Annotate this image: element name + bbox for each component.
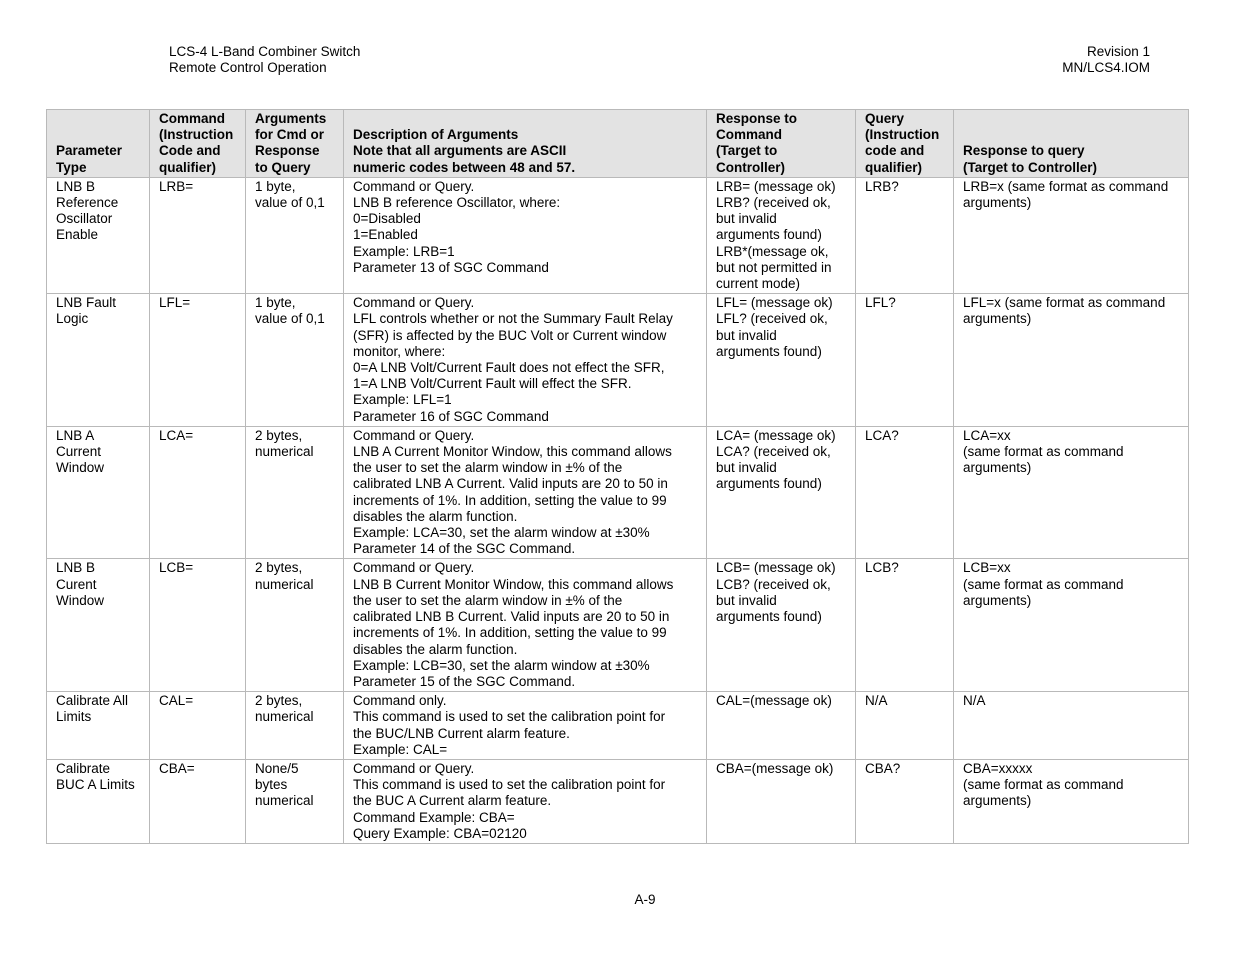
- cell-line: 2 bytes,: [255, 560, 303, 576]
- column-header-query: [856, 110, 954, 178]
- cell-line: numerical: [255, 576, 314, 592]
- cell-line: BUC A Limits: [56, 777, 135, 793]
- column-header-description: [344, 110, 707, 178]
- cell-line: Command Example: CBA=: [353, 809, 515, 825]
- cell-line: Command or Query.: [353, 760, 475, 776]
- cell-line: Example: LFL=1: [353, 392, 452, 408]
- header-line: Type: [56, 159, 87, 175]
- cell-line: current mode): [716, 276, 801, 292]
- table-row: [47, 294, 1189, 427]
- column-header-response-to-command: [707, 110, 856, 178]
- header-line: Response: [255, 143, 320, 159]
- cell-line: Command or Query.: [353, 560, 475, 576]
- cell-response-to-query: [954, 559, 1189, 692]
- cell-line: Window: [56, 460, 105, 476]
- cell-line: (SFR) is affected by the BUC Volt or Current window: [353, 327, 667, 343]
- cell-line: LRB? (received ok,: [716, 195, 831, 211]
- table-row: [47, 692, 1189, 760]
- cell-line: LNB B: [56, 560, 96, 576]
- cell-line: Example: LRB=1: [353, 243, 455, 259]
- table-header-row: [47, 110, 1189, 178]
- header-line: code and: [865, 143, 925, 159]
- cell-line: monitor, where:: [353, 343, 446, 359]
- cell-line: This command is used to set the calibration point for: [353, 777, 666, 793]
- cell-line: LFL? (received ok,: [716, 311, 828, 327]
- cell-line: Logic: [56, 311, 89, 327]
- cell-line: CBA=(message ok): [716, 760, 834, 776]
- header-line: Description of Arguments: [353, 127, 519, 143]
- cell-line: arguments): [963, 311, 1032, 327]
- cell-command: [150, 426, 246, 559]
- cell-line: Calibrate: [56, 760, 111, 776]
- cell-line: 0=A LNB Volt/Current Fault does not effect the SFR,: [353, 360, 665, 376]
- cell-parameter-type: [47, 759, 150, 843]
- cell-line: 0=Disabled: [353, 211, 421, 227]
- cell-arguments: [246, 294, 344, 427]
- cell-line: CAL=: [159, 693, 194, 709]
- cell-query: [856, 177, 954, 293]
- header-line: Note that all arguments are ASCII: [353, 143, 567, 159]
- cell-arguments: [246, 177, 344, 293]
- cell-response-to-command: [707, 559, 856, 692]
- header-line: Response to: [716, 111, 798, 126]
- cell-line: 1=A LNB Volt/Current Fault will effect the SFR.: [353, 376, 632, 392]
- header-line: numeric codes between 48 and 57.: [353, 159, 576, 175]
- cell-line: increments of 1%. In addition, setting the value to 99: [353, 492, 667, 508]
- header-line: (Instruction: [159, 127, 234, 143]
- cell-line: numerical: [255, 793, 314, 809]
- header-line: qualifier): [159, 159, 217, 175]
- cell-line: LCB?: [865, 560, 899, 576]
- header-line: Controller): [716, 159, 785, 175]
- cell-line: This command is used to set the calibration point for: [353, 709, 666, 725]
- cell-line: arguments found): [716, 227, 822, 243]
- cell-line: Parameter 16 of SGC Command: [353, 408, 549, 424]
- cell-line: the user to set the alarm window in ±% of the: [353, 592, 623, 608]
- cell-parameter-type: [47, 692, 150, 760]
- cell-line: LFL= (message ok): [716, 295, 833, 311]
- cell-line: Enable: [56, 227, 99, 243]
- cell-line: Query Example: CBA=02120: [353, 825, 527, 841]
- cell-line: LRB*(message ok,: [716, 243, 829, 259]
- column-header-arguments: [246, 110, 344, 178]
- cell-line: LRB?: [865, 178, 899, 194]
- cell-line: increments of 1%. In addition, setting the value to 99: [353, 625, 667, 641]
- cell-line: (same format as command: [963, 576, 1124, 592]
- header-line: Command: [716, 127, 783, 143]
- cell-response-to-query: [954, 294, 1189, 427]
- cell-line: N/A: [865, 693, 888, 709]
- cell-line: disables the alarm function.: [353, 641, 518, 657]
- cell-line: 1 byte,: [255, 295, 296, 311]
- header-line: to Query: [255, 159, 311, 175]
- table-row: [47, 426, 1189, 559]
- cell-description: [344, 426, 707, 559]
- cell-arguments: [246, 692, 344, 760]
- header-line: Parameter: [56, 143, 123, 159]
- header-line: qualifier): [865, 159, 923, 175]
- table-body: [47, 177, 1189, 843]
- cell-line: arguments found): [716, 476, 822, 492]
- table-row: [47, 759, 1189, 843]
- cell-line: LCA=xx: [963, 427, 1011, 443]
- cell-line: LCA?: [865, 427, 899, 443]
- cell-line: 1=Enabled: [353, 227, 418, 243]
- cell-line: LNB A: [56, 427, 95, 443]
- header-line: Response to query: [963, 143, 1085, 159]
- cell-line: Parameter 13 of SGC Command: [353, 259, 549, 275]
- cell-command: [150, 177, 246, 293]
- cell-line: Parameter 15 of the SGC Command.: [353, 673, 576, 689]
- cell-description: [344, 559, 707, 692]
- cell-line: LCA= (message ok): [716, 427, 836, 443]
- cell-line: Example: LCA=30, set the alarm window at ±30%: [353, 525, 650, 541]
- cell-line: but invalid: [716, 327, 777, 343]
- cell-response-to-command: [707, 759, 856, 843]
- cell-line: Calibrate All: [56, 693, 129, 709]
- cell-line: LCB= (message ok): [716, 560, 836, 576]
- document-title: LCS-4 L-Band Combiner Switch: [169, 44, 361, 59]
- cell-line: LRB=x (same format as command: [963, 178, 1169, 194]
- column-header-command: [150, 110, 246, 178]
- cell-line: LFL?: [865, 295, 896, 311]
- cell-line: CAL=(message ok): [716, 693, 832, 709]
- cell-line: arguments): [963, 195, 1032, 211]
- cell-arguments: [246, 759, 344, 843]
- cell-description: [344, 692, 707, 760]
- cell-line: Oscillator: [56, 211, 113, 227]
- header-line: for Cmd or: [255, 127, 324, 143]
- cell-line: Command or Query.: [353, 178, 475, 194]
- header-line: (Instruction: [865, 127, 940, 143]
- table-row: [47, 559, 1189, 692]
- cell-line: Example: CAL=: [353, 741, 448, 757]
- cell-line: LCB? (received ok,: [716, 576, 831, 592]
- cell-arguments: [246, 559, 344, 692]
- cell-command: [150, 692, 246, 760]
- cell-line: Parameter 14 of the SGC Command.: [353, 541, 576, 557]
- cell-line: Command or Query.: [353, 427, 475, 443]
- header-line: (Target to: [716, 143, 778, 159]
- cell-line: LCA=: [159, 427, 194, 443]
- cell-line: 2 bytes,: [255, 693, 303, 709]
- document-section: Remote Control Operation: [169, 60, 327, 75]
- cell-line: LCB=: [159, 560, 194, 576]
- header-line: Arguments: [255, 111, 327, 126]
- cell-line: LNB B Current Monitor Window, this command allows: [353, 576, 674, 592]
- header-line: Code and: [159, 143, 221, 159]
- cell-parameter-type: [47, 559, 150, 692]
- cell-line: Example: LCB=30, set the alarm window at ±30%: [353, 657, 650, 673]
- cell-line: the user to set the alarm window in ±% of the: [353, 460, 623, 476]
- cell-arguments: [246, 426, 344, 559]
- cell-line: LCA? (received ok,: [716, 444, 831, 460]
- cell-line: 1 byte,: [255, 178, 296, 194]
- document-id: MN/LCS4.IOM: [1062, 60, 1150, 75]
- cell-command: [150, 294, 246, 427]
- cell-line: CBA=xxxxx: [963, 760, 1033, 776]
- cell-description: [344, 759, 707, 843]
- cell-response-to-command: [707, 294, 856, 427]
- cell-query: [856, 294, 954, 427]
- cell-line: Curent: [56, 576, 97, 592]
- cell-line: value of 0,1: [255, 195, 325, 211]
- cell-line: LNB Fault: [56, 295, 117, 311]
- cell-line: LCB=xx: [963, 560, 1011, 576]
- cell-line: arguments): [963, 592, 1032, 608]
- column-header-parameter-type: [47, 110, 150, 178]
- cell-line: bytes: [255, 777, 288, 793]
- cell-response-to-command: [707, 177, 856, 293]
- cell-line: but invalid: [716, 460, 777, 476]
- document-header-left: [169, 44, 360, 76]
- cell-line: CBA?: [865, 760, 901, 776]
- table-row: [47, 177, 1189, 293]
- command-table: [46, 109, 1189, 844]
- cell-line: the BUC A Current alarm feature.: [353, 793, 552, 809]
- cell-response-to-command: [707, 692, 856, 760]
- cell-line: 2 bytes,: [255, 427, 303, 443]
- cell-line: the BUC/LNB Current alarm feature.: [353, 725, 570, 741]
- cell-line: calibrated LNB A Current. Valid inputs are 20 to 50 in: [353, 476, 668, 492]
- cell-line: calibrated LNB B Current. Valid inputs are 20 to 50 in: [353, 609, 670, 625]
- cell-query: [856, 426, 954, 559]
- cell-line: arguments): [963, 793, 1032, 809]
- cell-parameter-type: [47, 294, 150, 427]
- cell-parameter-type: [47, 177, 150, 293]
- column-header-response-to-query: [954, 110, 1189, 178]
- cell-query: [856, 559, 954, 692]
- cell-line: N/A: [963, 693, 986, 709]
- cell-description: [344, 177, 707, 293]
- cell-command: [150, 759, 246, 843]
- cell-line: LNB B: [56, 178, 96, 194]
- cell-line: LFL=: [159, 295, 191, 311]
- cell-line: but not permitted in: [716, 259, 832, 275]
- cell-query: [856, 759, 954, 843]
- cell-line: (same format as command: [963, 444, 1124, 460]
- cell-line: LRB=: [159, 178, 194, 194]
- cell-line: Command or Query.: [353, 295, 475, 311]
- cell-response-to-query: [954, 426, 1189, 559]
- cell-line: value of 0,1: [255, 311, 325, 327]
- cell-line: CBA=: [159, 760, 195, 776]
- cell-command: [150, 559, 246, 692]
- cell-line: LFL=x (same format as command: [963, 295, 1166, 311]
- cell-line: None/5: [255, 760, 299, 776]
- cell-response-to-command: [707, 426, 856, 559]
- cell-line: arguments found): [716, 343, 822, 359]
- cell-response-to-query: [954, 177, 1189, 293]
- cell-line: LNB A Current Monitor Window, this command allows: [353, 444, 672, 460]
- cell-response-to-query: [954, 759, 1189, 843]
- cell-line: disables the alarm function.: [353, 508, 518, 524]
- cell-line: numerical: [255, 444, 314, 460]
- cell-line: (same format as command: [963, 777, 1124, 793]
- header-line: Query: [865, 111, 905, 126]
- cell-line: Limits: [56, 709, 92, 725]
- cell-line: LNB B reference Oscillator, where:: [353, 195, 561, 211]
- cell-line: arguments found): [716, 609, 822, 625]
- cell-line: Current: [56, 444, 102, 460]
- cell-line: LRB= (message ok): [716, 178, 836, 194]
- document-header-right: [1062, 44, 1150, 76]
- cell-line: LFL controls whether or not the Summary Fault Relay: [353, 311, 673, 327]
- cell-line: numerical: [255, 709, 314, 725]
- cell-response-to-query: [954, 692, 1189, 760]
- header-line: Command: [159, 111, 226, 126]
- cell-line: Command only.: [353, 693, 447, 709]
- page-number: A-9: [634, 892, 656, 907]
- revision-label: Revision 1: [1086, 44, 1150, 59]
- cell-line: but invalid: [716, 592, 777, 608]
- cell-line: arguments): [963, 460, 1032, 476]
- cell-query: [856, 692, 954, 760]
- cell-parameter-type: [47, 426, 150, 559]
- header-line: (Target to Controller): [963, 159, 1097, 175]
- cell-description: [344, 294, 707, 427]
- cell-line: Reference: [56, 195, 119, 211]
- cell-line: but invalid: [716, 211, 777, 227]
- cell-line: Window: [56, 592, 105, 608]
